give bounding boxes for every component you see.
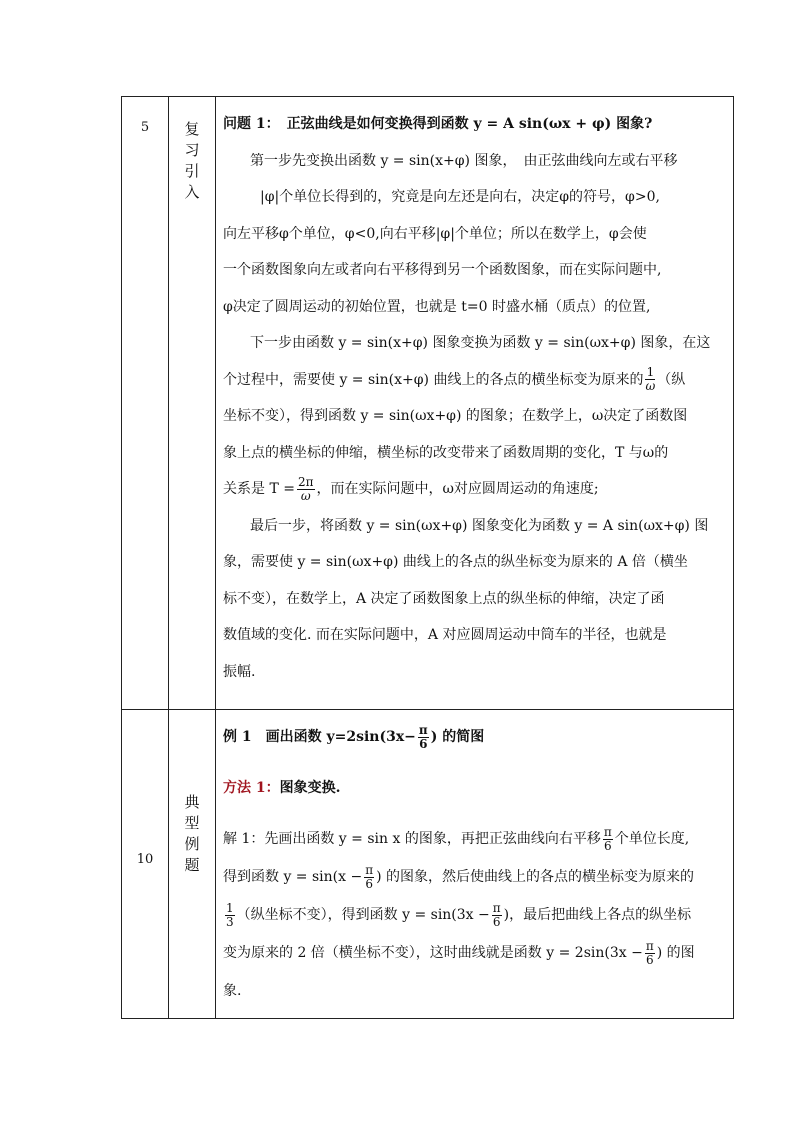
fraction-denominator: 6 [419,736,428,751]
stage-label [169,710,215,876]
text-span: ，而在实际问题中，ω对应圆周运动的角速度; [316,481,599,497]
fraction-numerator: π [365,862,374,877]
text-span: （纵坐标不变），得到函数 y = sin(3x − [236,907,490,923]
time-cell [122,97,169,710]
question-heading: 问题 1： 正弦曲线是如何变换得到函数 y = A sin(ωx + φ) 图象? [223,116,653,132]
text-span: （纵 [657,371,686,388]
stage-cell [169,97,216,710]
text-span: ) 的图象，然后使曲线上的各点的横坐标变为原来的 [376,869,695,885]
fraction-one-over-3 [225,902,235,929]
paragraph-line [223,471,727,508]
fraction-pi-over-6 [364,864,374,891]
paragraph-line: 坐标不变），得到函数 y = sin(ωx+φ) 的图象；在数学上，ω决定了函数图 [223,408,688,424]
stage-char: 复 [184,120,200,138]
fraction-numerator: π [603,824,612,839]
fraction-denominator: ω [300,488,311,503]
lesson-plan-table [121,96,734,1019]
table-row [122,710,734,1019]
fraction-numerator: π [492,900,501,915]
fraction-denominator: 6 [603,838,612,853]
example-title [223,718,727,756]
fraction-pi-over-6 [645,940,655,967]
paragraph-line: |φ|个单位长得到的，究竟是向左还是向右，决定φ的符号，φ>0, [260,189,660,205]
fraction-denominator: 6 [365,876,373,891]
text-span: 解 1：先画出函数 y = sin x 的图象，再把正弦曲线向右平移 [223,831,601,847]
paragraph-line: 振幅. [223,663,256,680]
method-line [223,768,727,808]
stage-char: 典 [184,793,200,811]
paragraph-line: 象，需要使 y = sin(ωx+φ) 曲线上的各点的纵坐标变为原来的 A 倍（横坐 [223,554,688,570]
fraction-denominator: 3 [226,914,234,929]
content-cell [216,97,734,710]
time-value: 10 [136,852,154,867]
fraction-numerator: 1 [226,900,234,915]
fraction-numerator: π [418,722,428,737]
text-span: 个过程中，需要使 y = sin(x+φ) 曲线上的各点的横坐标变为原来的 [223,371,644,388]
fraction-numerator: π [645,938,654,953]
paragraph-line: φ决定了圆周运动的初始位置，也就是 t=0 时盛水桶（质点）的位置, [223,298,651,315]
fraction-two-pi-over-omega [297,476,315,503]
text-span: 变为原来的 2 倍（横坐标不变），这时曲线就是函数 y = 2sin(3x − [223,945,643,961]
fraction-denominator: 6 [645,952,654,967]
fraction-numerator: 1 [646,365,655,379]
paragraph-line: 象上点的横坐标的伸缩，横坐标的改变带来了函数周期的变化，T 与ω的 [223,444,669,461]
paragraph-line: 最后一步，将函数 y = sin(ωx+φ) 图象变化为函数 y = A sin(ωx+φ) 图 [250,517,709,534]
paragraph-line: 第一步先变换出函数 y = sin(x+φ) 图象， 由正弦曲线向左或右平移 [250,152,678,169]
stage-cell [169,710,216,1019]
text-span: 得到函数 y = sin(x − [223,869,363,885]
method-label: 方法 1： [223,780,280,796]
paragraph-line: 一个函数图象向左或者向右平移得到另一个函数图象，而在实际问题中, [223,262,662,278]
stage-char: 入 [184,183,200,201]
stage-char: 型 [184,814,200,832]
text-span: 个单位长度, [614,831,690,847]
fraction-denominator: 6 [492,914,501,929]
solution-line: 象. [223,983,242,999]
text-span: 例 1 画出函数 y=2sin(3x− [223,729,416,745]
text-span: 关系是 T = [223,481,295,497]
method-text: 图象变换. [279,780,341,796]
fraction-one-over-omega [645,366,655,393]
fraction-pi-over-6 [603,826,613,853]
solution-line [223,820,727,858]
paragraph-line: 数值域的变化. 而在实际问题中，A 对应圆周运动中筒车的半径，也就是 [223,627,667,643]
stage-char: 例 [184,835,200,853]
fraction-pi-over-6 [418,724,429,751]
paragraph-line: 下一步由函数 y = sin(x+φ) 图象变换为函数 y = sin(ωx+φ) 图象，在这 [250,335,711,351]
paragraph-line: 向左平移φ个单位，φ<0,向右平移|φ|个单位；所以在数学上，φ会使 [223,225,647,242]
text-span: ) 的简图 [430,729,485,745]
stage-char: 题 [184,856,200,874]
solution-line [223,896,727,934]
stage-char: 习 [184,141,200,159]
content-cell [216,710,734,1019]
time-value: 5 [140,120,150,135]
text-span: )，最后把曲线上各点的纵坐标 [503,907,692,923]
fraction-pi-over-6 [492,902,502,929]
stage-label [169,97,215,203]
paragraph-line [223,362,727,399]
time-cell [122,710,169,1019]
stage-char: 引 [184,162,200,180]
paragraph-line: 标不变），在数学上，A 决定了函数图象上点的纵坐标的伸缩，决定了函 [223,590,665,607]
text-span: ) 的图 [656,945,695,961]
fraction-denominator: ω [645,379,656,393]
solution-line [223,858,727,896]
table-row [122,97,734,710]
fraction-numerator: 2π [297,474,314,489]
solution-line [223,934,727,972]
